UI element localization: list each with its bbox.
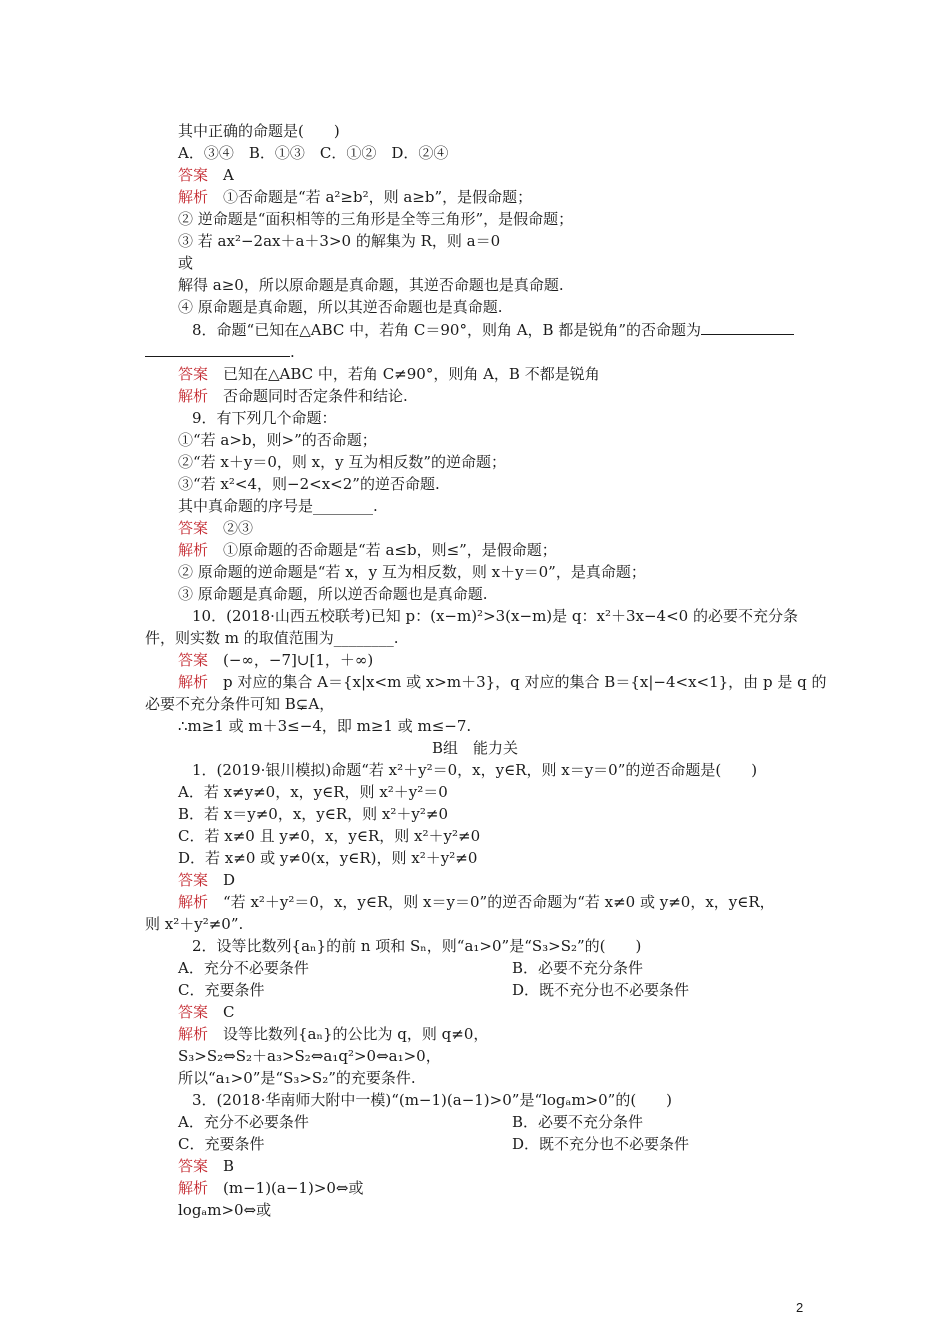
b2-option-a: A．充分不必要条件 [178,959,309,977]
analysis-label: 解析 [178,387,209,405]
q7-stem-end: 其中正确的命题是( ) [178,122,340,140]
q10-analysis-2: 必要不充分条件可知 B⊊A， [145,695,335,713]
b2-options-row-1 [178,958,644,978]
answer-label: 答案 [178,1157,209,1175]
b2-options-row-2 [178,980,690,1000]
answer-label: 答案 [178,365,209,383]
analysis-label: 解析 [178,1179,209,1197]
analysis-label: 解析 [178,1025,209,1043]
b3-analysis-2: logₐm>0⇔或 [178,1201,272,1219]
b1-option-a: A．若 x≠y≠0，x，y∈R，则 x²＋y²＝0 [178,783,448,801]
answer-text: B [208,1157,235,1175]
answer-text: A [208,166,234,184]
b2-analysis-2: S₃>S₂⇔S₂＋a₃>S₂⇔a₁q²>0⇔a₁>0， [178,1047,441,1065]
answer-label: 答案 [178,519,209,537]
section-title: B组 能力关 [431,739,519,757]
b1-analysis-2: 则 x²＋y²≠0”. [145,915,244,933]
q10-answer [178,650,373,670]
q10-analysis-3: ∴m≥1 或 m＋3≤−4，即 m≥1 或 m≤−7. [178,717,472,735]
answer-text: (−∞，−7]∪[1，＋∞) [208,651,374,669]
b1-answer [178,870,235,890]
b2-stem: 2．设等比数列{aₙ}的前 n 项和 Sₙ，则“a₁>0”是“S₃>S₂”的( ) [192,937,642,955]
analysis-label: 解析 [178,673,209,691]
answer-text: ②③ [208,519,254,537]
b3-stem: 3．(2018·华南师大附中一模)“(m−1)(a−1)>0”是“logₐm>0”的( ) [192,1091,673,1109]
q8-stem-end: . [290,343,295,361]
q9-answer [178,518,253,538]
b1-stem: 1．(2019·银川模拟)命题“若 x²＋y²＝0，x，y∈R，则 x＝y＝0”的逆否命题是( ) [192,761,758,779]
analysis-label: 解析 [178,893,209,911]
b1-option-c: C．若 x≠0 且 y≠0，x，y∈R，则 x²＋y²≠0 [178,827,481,845]
q10-analysis [178,672,826,692]
q7-options: A．③④ B．①③ C．①② D．②④ [178,144,449,162]
answer-text: D [208,871,236,889]
analysis-text: “若 x²＋y²＝0，x，y∈R，则 x＝y＝0”的逆否命题为“若 x≠0 或 y≠0，x，y∈R， [208,893,775,911]
answer-blank [145,342,290,357]
q7-analysis-4: 或 [178,254,194,272]
answer-label: 答案 [178,166,209,184]
analysis-label: 解析 [178,188,209,206]
q9-item-2: ②“若 x＋y＝0，则 x，y 互为相反数”的逆命题； [178,453,507,471]
analysis-text: ①原命题的否命题是“若 a≤b，则≤”，是假命题； [208,541,557,559]
q9-analysis-3: ③ 原命题是真命题，所以逆否命题也是真命题. [178,585,488,603]
b2-option-b: B．必要不充分条件 [512,959,644,977]
b3-option-d: D．既不充分也不必要条件 [512,1135,690,1153]
q8-stem [192,320,794,340]
answer-blank [701,320,794,335]
analysis-text: (m−1)(a−1)>0⇔或 [208,1179,364,1197]
q9-question: 其中真命题的序号是________. [178,497,378,515]
analysis-label: 解析 [178,541,209,559]
b3-option-b: B．必要不充分条件 [512,1113,644,1131]
q7-analysis-6: ④ 原命题是真命题，所以其逆否命题也是真命题. [178,298,503,316]
b2-option-d: D．既不充分也不必要条件 [512,981,690,999]
q9-analysis-2: ② 原命题的逆命题是“若 x，y 互为相反数，则 x＋y＝0”，是真命题； [178,563,646,581]
b3-options-row-2 [178,1134,690,1154]
q9-analysis [178,540,557,560]
analysis-text: ①否命题是“若 a²≥b²，则 a≥b”，是假命题； [208,188,533,206]
analysis-text: 否命题同时否定条件和结论. [208,387,408,405]
b2-answer [178,1002,235,1022]
q9-stem: 9．有下列几个命题： [192,409,337,427]
answer-label: 答案 [178,651,209,669]
q10-stem: 10．(2018·山西五校联考)已知 p：(x−m)²>3(x−m)是 q：x²＋3x−4<0 的必要不充分条 [192,607,798,625]
q7-answer [178,165,234,185]
b1-option-b: B．若 x＝y≠0，x，y∈R，则 x²＋y²≠0 [178,805,449,823]
q9-item-3: ③“若 x²<4，则−2<x<2”的逆否命题. [178,475,440,493]
answer-text: C [208,1003,235,1021]
analysis-text: 设等比数列{aₙ}的公比为 q，则 q≠0， [208,1025,489,1043]
answer-label: 答案 [178,871,209,889]
b2-analysis-3: 所以“a₁>0”是“S₃>S₂”的充要条件. [178,1069,416,1087]
b1-option-d: D．若 x≠0 或 y≠0(x，y∈R)，则 x²＋y²≠0 [178,849,478,867]
q8-analysis [178,386,408,406]
q7-analysis-3: ③ 若 ax²−2ax＋a＋3>0 的解集为 R，则 a＝0 [178,232,501,250]
b3-option-a: A．充分不必要条件 [178,1113,309,1131]
q8-answer [178,364,600,384]
q8-stem-2 [145,342,295,362]
b2-option-c: C．充要条件 [178,981,265,999]
q7-analysis-5: 解得 a≥0，所以原命题是真命题，其逆否命题也是真命题. [178,276,564,294]
q10-stem-2: 件，则实数 m 的取值范围为________. [145,629,399,647]
b3-options-row-1 [178,1112,644,1132]
page-number: 2 [796,1300,804,1315]
b2-analysis [178,1024,488,1044]
analysis-text: p 对应的集合 A＝{x|x<m 或 x>m＋3}，q 对应的集合 B＝{x|−4<x<1}，由 p 是 q 的 [208,673,827,691]
answer-label: 答案 [178,1003,209,1021]
q7-analysis-2: ② 逆命题是“面积相等的三角形是全等三角形”，是假命题； [178,210,574,228]
b1-analysis [178,892,775,912]
q7-analysis [178,187,532,207]
b3-answer [178,1156,234,1176]
q8-stem-text: 8．命题“已知在△ABC 中，若角 C＝90°，则角 A，B 都是锐角”的否命题为 [192,321,702,339]
q9-item-1: ①“若 a>b，则>”的否命题； [178,431,377,449]
answer-text: 已知在△ABC 中，若角 C≠90°，则角 A，B 不都是锐角 [208,365,600,383]
b3-option-c: C．充要条件 [178,1135,265,1153]
b3-analysis [178,1178,364,1198]
